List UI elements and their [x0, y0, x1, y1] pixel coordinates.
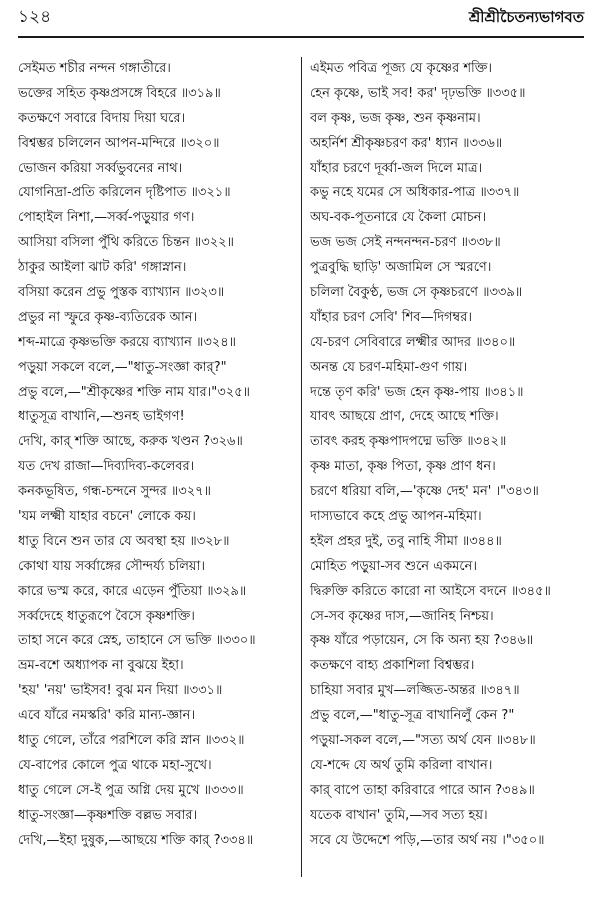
verse-line: ধাতু বিনে শুন তার যে অবস্থা হয় ॥৩২৮॥ — [18, 533, 230, 549]
left-column — [18, 57, 294, 877]
verse-line: কতক্ষণে বাহ্য প্রকাশিলা বিশ্বম্ভর। — [310, 658, 475, 674]
verse-line: 'হয়' 'নয়' ভাইসব! বুঝ মন দিয়া ॥৩৩১॥ — [18, 683, 223, 699]
page-number: ১২৪ — [18, 7, 52, 27]
verse-line: যত দেখ রাজা—দিব্যদিব্য-কলেবর। — [18, 459, 195, 475]
verse-line: পড়ুয়া সকলে বলে,—"ধাতু-সংজ্ঞা কার্?" — [18, 359, 227, 375]
verse-line: তাবৎ করহ কৃষ্ণপাদপদ্মে ভক্তি ॥৩৪২॥ — [310, 434, 507, 450]
verse-line: কৃষ্ণ যাঁরে পড়ায়েন, সে কি অন্য হয় ?৩৪৬॥ — [310, 633, 534, 649]
verse-line: তাহা সনে করে স্নেহ, তাহানে সে ভক্তি ॥৩৩০॥ — [18, 633, 256, 649]
page-header — [18, 0, 584, 38]
verse-line: মোহিত পড়ুয়া-সব শুনে একমনে। — [310, 558, 478, 574]
verse-line: অঘ-বক-পূতনারে যে কৈলা মোচন। — [310, 210, 487, 226]
verse-line: কভু নহে যমের সে অধিকার-পাত্র ॥৩৩৭॥ — [310, 185, 520, 201]
verse-line: কারে ভস্ম করে, কারে এড়েন পুঁতিয়া ॥৩২৯॥ — [18, 583, 247, 599]
running-title: শ্রীশ্রীচৈতন্যভাগবত — [468, 8, 584, 26]
verse-line: সে-সব কৃষ্ণের দাস,—জানিহ নিশ্চয়। — [310, 608, 494, 624]
verse-line: আসিয়া বসিলা পুঁথি করিতে চিন্তন ॥৩২২॥ — [18, 235, 234, 251]
verse-line: কতক্ষণে সবারে বিদায় দিয়া ঘরে। — [18, 110, 186, 126]
verse-line: সবে যে উদ্দেশে পড়ি,—তার অর্থ নয় ।"৩৫০॥ — [310, 832, 545, 848]
verse-line: পুত্রবুদ্ধি ছাড়ি' অজামিল সে স্মরণে। — [310, 260, 492, 276]
verse-line: ভজ ভজ সেই নন্দনন্দন-চরণ ॥৩৩৮॥ — [310, 235, 501, 251]
verse-line: যতেক বাখান' তুমি,—সব সত্য হয়। — [310, 807, 488, 823]
verse-line: ভ্রম-বশে অধ্যাপক না বুঝয়ে ইহা। — [18, 658, 184, 674]
verse-line: এইমত পবিত্র পূজ্য যে কৃষ্ণের শক্তি। — [310, 61, 493, 76]
verse-line: ধাতু গেলে সে-ই পুত্র অগ্নি দেয় মুখে ॥৩৩৩॥ — [18, 782, 244, 798]
verse-line: প্রভু বলে,—"শ্রীকৃষ্ণের শক্তি নাম যার।"৩২৫॥ — [18, 384, 250, 400]
verse-line: যে-শব্দে যে অর্থ তুমি করিলা বাখান। — [310, 757, 493, 773]
verse-line: সেইমত শচীর নন্দন গঙ্গাতীরে। — [18, 61, 171, 76]
verse-line: ভোজন করিয়া সর্ব্বভুবনের নাথ। — [18, 160, 183, 176]
verse-line: চলিলা বৈকুণ্ঠ, ভজ সে কৃষ্ণচরণে ॥৩৩৯॥ — [310, 285, 523, 301]
verse-line: পোহাইল নিশা,—সর্ব্ব-পড়ুয়ার গণ। — [18, 210, 195, 226]
verse-line: দ্বিরুক্তি করিতে কারো না আইসে বদনে ॥৩৪৫॥ — [310, 583, 551, 599]
verse-line: হইল প্রহর দুই, তবু নাহি সীমা ॥৩৪৪॥ — [310, 533, 502, 549]
verse-line: দাস্যভাবে কহে প্রভু আপন-মহিমা। — [310, 509, 482, 525]
verse-line: দেখি, কার্ শক্তি আছে, করুক খণ্ডন ?৩২৬॥ — [18, 434, 243, 450]
verse-line: অনন্ত যে চরণ-মহিমা-গুণ গায়। — [310, 359, 468, 375]
verse-line: ধাতু-সংজ্ঞা—কৃষ্ণশক্তি বল্লভ সবার। — [18, 807, 198, 823]
verse-line: যোগনিদ্রা-প্রতি করিলেন দৃষ্টিপাত ॥৩২১॥ — [18, 185, 231, 201]
verse-line: দন্তে তৃণ করি' ভজ হেন কৃষ্ণ-পায় ॥৩৪১॥ — [310, 384, 524, 400]
verse-columns — [18, 57, 584, 877]
verse-line: পড়ুয়া-সকল বলে,—"সত্য অর্থ যেন ॥৩৪৮॥ — [310, 733, 536, 749]
right-column — [310, 57, 586, 877]
verse-line: ভক্তের সহিত কৃষ্ণপ্রসঙ্গে বিহরে ॥৩১৯॥ — [18, 85, 221, 101]
verse-line: চরণে ধরিয়া বলি,—'কৃষ্ণে দেহ' মন' ।"৩৪৩॥ — [310, 484, 539, 500]
verse-line: এবে যাঁরে নমস্করি' করি মান্য-জ্ঞান। — [18, 708, 196, 724]
verse-line: প্রভু বলে,—"ধাতু-সূত্র বাখানিলুঁ কেন ?" — [310, 708, 515, 724]
verse-line: যাবৎ আছয়ে প্রাণ, দেহে আছে শক্তি। — [310, 409, 499, 425]
verse-line: কৃষ্ণ মাতা, কৃষ্ণ পিতা, কৃষ্ণ প্রাণ ধন। — [310, 459, 496, 475]
verse-line: ঠাকুর আইলা ঝাট করি' গঙ্গাস্নান। — [18, 260, 187, 276]
verse-line: দেখি,—ইহা দুষুক,—আছয়ে শক্তি কার্ ?৩৩৪॥ — [18, 832, 254, 848]
verse-line: অহর্নিশ শ্রীকৃষ্ণচরণ কর' ধ্যান ॥৩৩৬॥ — [310, 135, 503, 151]
verse-line: যে-চরণ সেবিবারে লক্ষ্মীর আদর ॥৩৪০॥ — [310, 334, 516, 350]
verse-line: সর্ব্বদেহে ধাতুরূপে বৈসে কৃষ্ণশক্তি। — [18, 608, 195, 624]
verse-line: ধাতু গেলে, তাঁরে পরশিলে করি স্নান ॥৩৩২॥ — [18, 733, 245, 749]
verse-line: হেন কৃষ্ণে, ভাই সব! কর' দৃঢ়ভক্তি ॥৩৩৫॥ — [310, 85, 526, 101]
verse-line: যাঁহার চরণে দূর্ব্বা-জল দিলে মাত্র। — [310, 160, 483, 176]
verse-line: বল কৃষ্ণ, ভজ কৃষ্ণ, শুন কৃষ্ণনাম। — [310, 110, 481, 126]
verse-line: 'যম লক্ষ্মী যাহার বচনে' লোকে কয়। — [18, 509, 196, 525]
verse-line: ধাতুসূত্র বাখানি,—শুনহ ভাইগণ! — [18, 409, 185, 425]
verse-line: চাহিয়া সবার মুখ—লজ্জিত-অন্তর ॥৩৪৭॥ — [310, 683, 520, 699]
verse-line: যে-বাপের কোলে পুত্র থাকে মহা-সুখে। — [18, 757, 212, 773]
verse-line: কার্ বাপে তাহা করিবারে পারে আন ?৩৪৯॥ — [310, 782, 535, 798]
column-divider — [301, 57, 302, 877]
verse-line: প্রভুর না স্ফুরে কৃষ্ণ-ব্যতিরেক আন। — [18, 309, 198, 325]
verse-line: যাঁহার চরণ সেবি' শিব—দিগম্বর। — [310, 309, 472, 325]
verse-line: কোথা যায় সর্ব্বাঙ্গের সৌন্দর্য্য চলিয়া। — [18, 558, 206, 574]
verse-line: বিশ্বম্ভর চলিলেন আপন-মন্দিরে ॥৩২০॥ — [18, 135, 220, 151]
verse-line: বসিয়া করেন প্রভু পুস্তক ব্যাখ্যান ॥৩২৩॥ — [18, 285, 225, 301]
verse-line: শব্দ-মাত্রে কৃষ্ণভক্তি করয়ে ব্যাখ্যান ॥৩২৪॥ — [18, 334, 237, 350]
verse-line: কনকভূষিত, গন্ধ-চন্দনে সুন্দর ॥৩২৭॥ — [18, 484, 211, 500]
